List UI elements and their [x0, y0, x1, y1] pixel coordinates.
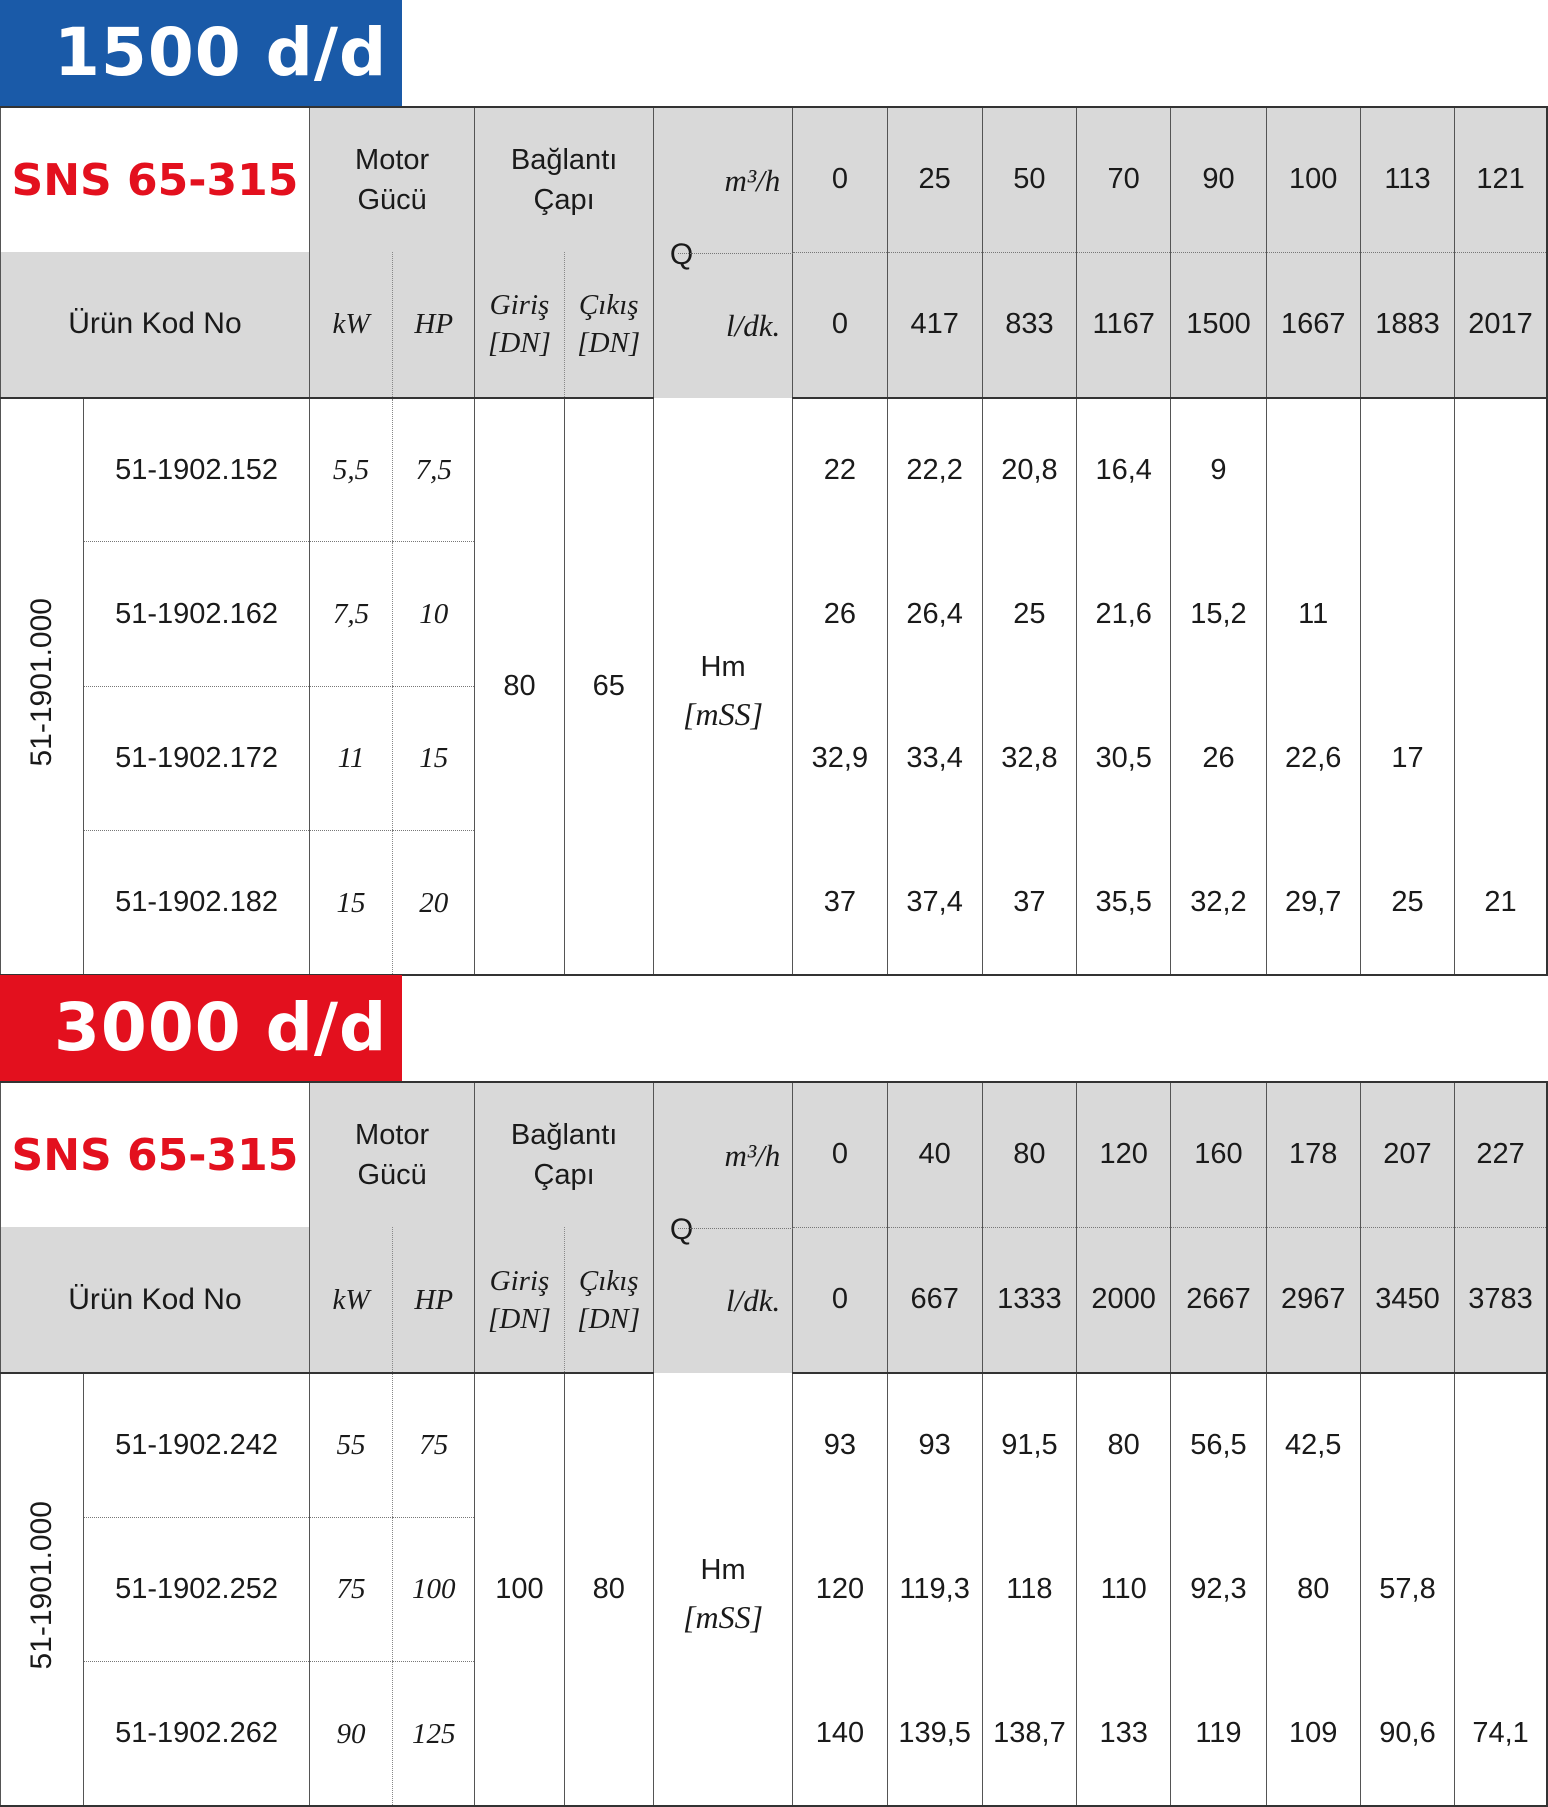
q-m3h-value: 40: [887, 1082, 982, 1227]
head-value: 92,3: [1171, 1517, 1266, 1661]
kw-header: kW: [309, 252, 392, 397]
unit-ldk: l/dk.: [726, 1283, 781, 1318]
q-ldk-value: 0: [793, 252, 887, 397]
head-value: [1455, 686, 1547, 830]
head-value: 21: [1455, 831, 1547, 975]
head-value: 16,4: [1077, 398, 1171, 542]
q-m3h-value: 113: [1360, 107, 1454, 252]
head-value: 22,6: [1266, 686, 1360, 830]
product-code-header: Ürün Kod No: [1, 252, 310, 397]
head-value: 91,5: [982, 1373, 1076, 1517]
q-m3h-value: 70: [1077, 107, 1171, 252]
head-value: [1455, 1517, 1547, 1661]
hp-value: 15: [393, 686, 475, 830]
q-m3h-value: 0: [793, 1082, 887, 1227]
q-m3h-value: 25: [887, 107, 982, 252]
group-code: 51-1901.000: [1, 398, 84, 975]
product-code-header: Ürün Kod No: [1, 1227, 310, 1372]
hp-value: 20: [393, 831, 475, 975]
hp-value: 7,5: [393, 398, 475, 542]
head-value: 139,5: [887, 1662, 982, 1806]
head-value: 80: [1266, 1517, 1360, 1661]
head-value: 21,6: [1077, 542, 1171, 686]
speed-banner-1500: 1500 d/d: [0, 0, 402, 106]
hp-value: 10: [393, 542, 475, 686]
performance-table-3000: [0, 1081, 1548, 1807]
model-title: SNS 65-315: [1, 1082, 310, 1227]
kw-header: kW: [309, 1227, 392, 1372]
head-value: 35,5: [1077, 831, 1171, 975]
q-ldk-value: 2000: [1077, 1227, 1171, 1372]
kw-value: 55: [309, 1373, 392, 1517]
head-value: 42,5: [1266, 1373, 1360, 1517]
performance-table-1500: [0, 106, 1548, 976]
head-value: 25: [982, 542, 1076, 686]
q-label: Q: [669, 1213, 694, 1246]
q-ldk-value: 1167: [1077, 252, 1171, 397]
q-ldk-value: 667: [887, 1227, 982, 1372]
kw-value: 5,5: [309, 398, 392, 542]
head-value: 32,2: [1171, 831, 1266, 975]
head-value: 37: [793, 831, 887, 975]
outlet-header: Çıkış [DN]: [564, 252, 653, 397]
speed-banner-3000: 3000 d/d: [0, 975, 402, 1081]
q-ldk-value: 2667: [1171, 1227, 1266, 1372]
q-m3h-value: 178: [1266, 1082, 1360, 1227]
q-ldk-value: 3783: [1455, 1227, 1547, 1372]
outlet-dn: 80: [564, 1373, 653, 1806]
head-value: 138,7: [982, 1662, 1076, 1806]
q-m3h-value: 227: [1455, 1082, 1547, 1227]
head-unit: Hm [mSS]: [653, 1373, 792, 1806]
head-value: [1360, 398, 1454, 542]
kw-value: 75: [309, 1517, 392, 1661]
unit-m3h: m³/h: [724, 163, 781, 198]
q-ldk-value: 1883: [1360, 252, 1454, 397]
connection-diameter-header: Bağlantı Çapı: [475, 1082, 654, 1227]
inlet-dn: 100: [475, 1373, 564, 1806]
hp-header: HP: [393, 1227, 475, 1372]
head-value: [1455, 398, 1547, 542]
head-value: 26: [1171, 686, 1266, 830]
q-m3h-value: 120: [1077, 1082, 1171, 1227]
inlet-dn: 80: [475, 398, 564, 975]
head-value: 93: [793, 1373, 887, 1517]
kw-value: 7,5: [309, 542, 392, 686]
hp-value: 100: [393, 1517, 475, 1661]
head-value: [1360, 542, 1454, 686]
head-unit: Hm [mSS]: [653, 398, 792, 975]
head-value: 37,4: [887, 831, 982, 975]
motor-power-header: Motor Gücü: [309, 1082, 474, 1227]
outlet-dn: 65: [564, 398, 653, 975]
head-value: 26,4: [887, 542, 982, 686]
flow-unit-cell: [653, 1082, 792, 1373]
product-code: 51-1902.172: [84, 686, 310, 830]
product-code: 51-1902.182: [84, 831, 310, 975]
hp-value: 125: [393, 1662, 475, 1806]
q-ldk-value: 1667: [1266, 252, 1360, 397]
head-value: 56,5: [1171, 1373, 1266, 1517]
inlet-header: Giriş [DN]: [475, 1227, 564, 1372]
model-title: SNS 65-315: [1, 107, 310, 252]
q-m3h-value: 90: [1171, 107, 1266, 252]
head-value: 110: [1077, 1517, 1171, 1661]
hp-header: HP: [393, 252, 475, 397]
head-value: 32,9: [793, 686, 887, 830]
inlet-header: Giriş [DN]: [475, 252, 564, 397]
head-value: [1360, 1373, 1454, 1517]
q-ldk-value: 1500: [1171, 252, 1266, 397]
unit-m3h: m³/h: [724, 1138, 781, 1173]
head-value: 37: [982, 831, 1076, 975]
head-value: 22,2: [887, 398, 982, 542]
q-ldk-value: 1333: [982, 1227, 1076, 1372]
head-value: 33,4: [887, 686, 982, 830]
outlet-header: Çıkış [DN]: [564, 1227, 653, 1372]
head-value: 17: [1360, 686, 1454, 830]
q-m3h-value: 121: [1455, 107, 1547, 252]
q-label: Q: [669, 238, 694, 271]
head-value: 25: [1360, 831, 1454, 975]
kw-value: 90: [309, 1662, 392, 1806]
motor-power-header: Motor Gücü: [309, 107, 474, 252]
head-value: 74,1: [1455, 1662, 1547, 1806]
head-value: 80: [1077, 1373, 1171, 1517]
q-ldk-value: 2967: [1266, 1227, 1360, 1372]
product-code: 51-1902.252: [84, 1517, 310, 1661]
head-value: 9: [1171, 398, 1266, 542]
head-value: 120: [793, 1517, 887, 1661]
head-value: [1455, 1373, 1547, 1517]
head-value: 118: [982, 1517, 1076, 1661]
head-value: 32,8: [982, 686, 1076, 830]
q-m3h-value: 100: [1266, 107, 1360, 252]
head-value: [1455, 542, 1547, 686]
q-ldk-value: 3450: [1360, 1227, 1454, 1372]
product-code: 51-1902.152: [84, 398, 310, 542]
hp-value: 75: [393, 1373, 475, 1517]
q-ldk-value: 833: [982, 252, 1076, 397]
flow-unit-cell: [653, 107, 792, 398]
head-value: 11: [1266, 542, 1360, 686]
head-value: 109: [1266, 1662, 1360, 1806]
head-value: [1266, 398, 1360, 542]
head-value: 26: [793, 542, 887, 686]
q-ldk-value: 2017: [1455, 252, 1547, 397]
head-value: 30,5: [1077, 686, 1171, 830]
product-code: 51-1902.162: [84, 542, 310, 686]
q-m3h-value: 50: [982, 107, 1076, 252]
head-value: 57,8: [1360, 1517, 1454, 1661]
head-value: 119,3: [887, 1517, 982, 1661]
q-ldk-value: 0: [793, 1227, 887, 1372]
head-value: 29,7: [1266, 831, 1360, 975]
q-m3h-value: 0: [793, 107, 887, 252]
q-ldk-value: 417: [887, 252, 982, 397]
kw-value: 15: [309, 831, 392, 975]
head-value: 140: [793, 1662, 887, 1806]
connection-diameter-header: Bağlantı Çapı: [475, 107, 654, 252]
q-m3h-value: 80: [982, 1082, 1076, 1227]
q-m3h-value: 207: [1360, 1082, 1454, 1227]
head-value: 90,6: [1360, 1662, 1454, 1806]
head-value: 133: [1077, 1662, 1171, 1806]
product-code: 51-1902.262: [84, 1662, 310, 1806]
product-code: 51-1902.242: [84, 1373, 310, 1517]
group-code: 51-1901.000: [1, 1373, 84, 1806]
head-value: 119: [1171, 1662, 1266, 1806]
head-value: 93: [887, 1373, 982, 1517]
head-value: 20,8: [982, 398, 1076, 542]
head-value: 22: [793, 398, 887, 542]
head-value: 15,2: [1171, 542, 1266, 686]
q-m3h-value: 160: [1171, 1082, 1266, 1227]
kw-value: 11: [309, 686, 392, 830]
unit-ldk: l/dk.: [726, 308, 781, 343]
